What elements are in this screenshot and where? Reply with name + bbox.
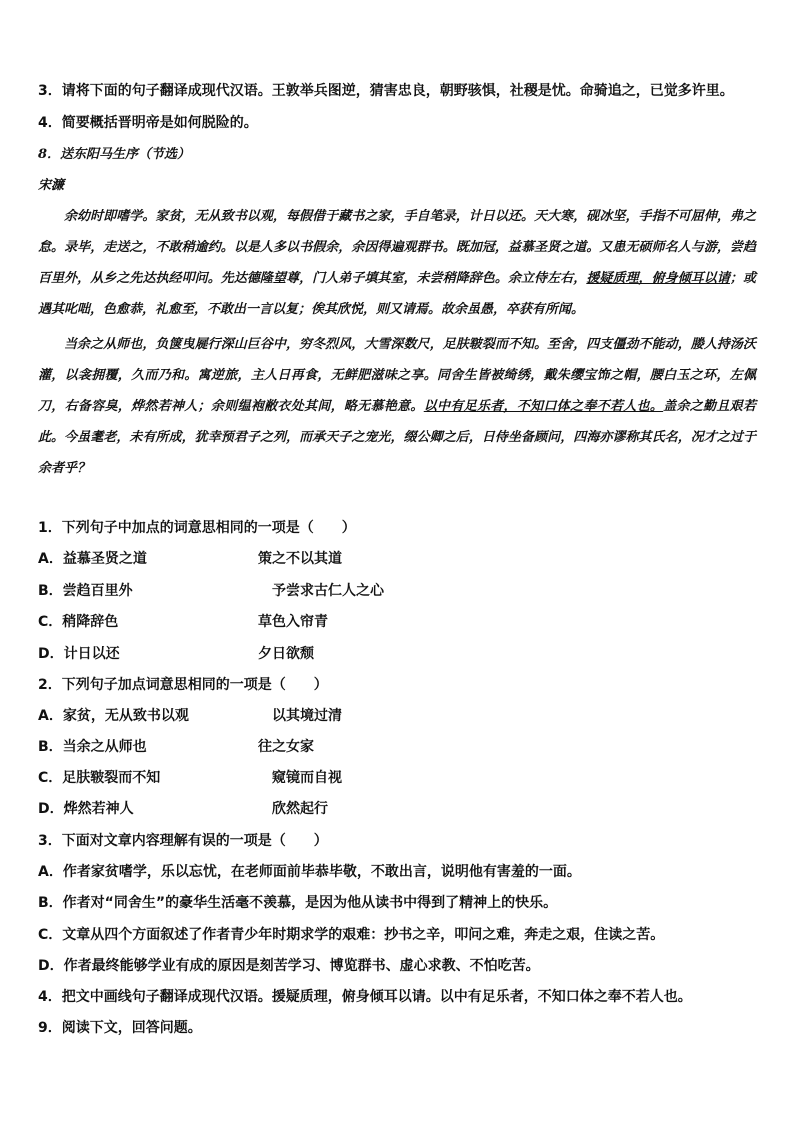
- question-summary: 4．简要概括晋明帝是如何脱险的。: [38, 115, 258, 131]
- author: 宋濂: [38, 178, 65, 193]
- q3-option-a: A．作者家贫嗜学，乐以忘忧，在老师面前毕恭毕敬，不敢出言，说明他有害羞的一面。: [38, 864, 581, 880]
- passage-paragraph-1: 余幼时即嗜学。家贫，无从致书以观，每假借于藏书之家，手自笔录，计日以还。天大寒，砚冰坚，手指不可屈伸，弗之怠。录毕，走送之，不敢稍逾约。以是人多以书假余，余因得遍观群书。既加冠，益慕圣贤之道。又患无硕师名人与游，尝趋百里外，从乡之先达执经叩问。先达德隆望尊，门人弟子填其室，未尝稍降辞色。余立侍左右，援疑质理，俯身倾耳以请；或遇其叱咄，色愈恭，礼愈至，不敢出一言以复；俟其欣悦，则又请焉。故余虽愚，卒获有所闻。: [38, 209, 756, 317]
- q3-option-d: D．作者最终能够学业有成的原因是刻苦学习、博览群书、虚心求教、不怕吃苦。: [38, 958, 540, 974]
- q3-option-b: B．作者对“同舍生”的豪华生活毫不羡慕，是因为他从读书中得到了精神上的快乐。: [38, 895, 558, 911]
- q3-stem: 3．下面对文章内容理解有误的一项是（ ）: [38, 833, 328, 849]
- passage: [38, 201, 756, 484]
- underlined-sentence-1: 援疑质理，俯身倾耳以请: [586, 271, 730, 286]
- section9-title: 9．阅读下文，回答问题。: [38, 1020, 202, 1036]
- passage-paragraph-2: 当余之从师也，负箧曳屣行深山巨谷中，穷冬烈风，大雪深数尺，足肤皲裂而不知。至舍，四支僵劲不能动，媵人持汤沃灌，以衾拥覆，久而乃和。寓逆旅，主人日再食，无鲜肥滋味之享。同舍生皆被绮绣，戴朱缨宝饰之帽，腰白玉之环，左佩刀，右备容臭，烨然若神人；余则缊袍敝衣处其间，略无慕艳意。以中有足乐者，不知口体之奉不若人也。盖余之勤且艰若此。今虽耄老，未有所成，犹幸预君子之列，而承天子之宠光，缀公卿之后，日侍坐备顾问，四海亦谬称其氏名，况才之过于余者乎？: [38, 337, 756, 476]
- q4-translate: 4．把文中画线句子翻译成现代汉语。援疑质理，俯身倾耳以请。以中有足乐者，不知口体之奉不若人也。: [38, 989, 692, 1005]
- section-title: 8．送东阳马生序（节选）: [38, 147, 191, 162]
- question-translate: 3．请将下面的句子翻译成现代汉语。王敦举兵图逆，猜害忠良，朝野骇惧，社稷是忧。命骑追之，已觉多许里。: [38, 83, 734, 99]
- underlined-sentence-2: 以中有足乐者，不知口体之奉不若人也。: [423, 399, 664, 414]
- q1-stem: 1．下列句子中加点的词意思相同的一项是（ ）: [38, 520, 356, 536]
- q3-option-c: C．文章从四个方面叙述了作者青少年时期求学的艰难：抄书之辛，叩问之难，奔走之艰，住读之苦。: [38, 927, 665, 943]
- document-page: 3．请将下面的句子翻译成现代汉语。王敦举兵图逆，猜害忠良，朝野骇惧，社稷是忧。命骑追之，已觉多许里。 4．简要概括晋明帝是如何脱险的。 8．送东阳马生序（节选） 宋濂 余幼时即嗜学。家贫，无从致书以观，每假借于藏书之家，手自笔录，计日以还。天大寒，砚冰坚，手指不可屈伸，弗之怠。录毕，走送之，不敢稍逾约。以是人多以书假余，余因得遍观群书。既加冠，益慕圣贤之道。又患无硕师名人与游，尝趋百里外，从乡之先达执经叩问。先达德隆望尊，门人弟子填其室，未尝稍降辞色。余立侍左右，援疑质理，俯身倾耳以请；或遇其叱咄，色愈恭，礼愈至，不敢出一言以复；俟其欣悦，则又请焉。故余虽愚，卒获有所闻。 当余之从师也，负箧曳屣行深山巨谷中，穷冬烈风，大雪深数尺，足肤皲裂而不知。至舍，四支僵劲不能动，媵人持汤沃灌，以衾拥覆，久而乃和。寓逆旅，主人日再食，无鲜肥滋味之享。同舍生皆被绮绣，戴朱缨宝饰之帽，腰白玉之环，左佩刀，右备容臭，烨然若神人；余则缊袍敝衣处其间，略无慕艳意。以中有足乐者，不知口体之奉不若人也。盖余之勤且艰若此。今虽耄老，未有所成，犹幸预君子之列，而承天子之宠光，缀公卿之后，日侍坐备顾问，四海亦谬称其氏名，况才之过于余者乎？ 1．下列句子中加点的词意思相同的一项是（ ） A．益慕圣贤之道 策之不以其道 B．尝趋百里外 予尝求古仁人之心 C．稍降辞色 草色入帘青 D．计日以还 夕日欲颓 2．下列句子加点词意思相同的一项是（ ） A．家贫，无从致书以观 以其境过清 B．当余之从师也 往之女家 C．足肤皲裂而不知 窥镜而自视 D．烨然若神人 欣然起行 3．下面对文章内容理解有误的一项是（ ） A．作者家贫嗜学，乐以忘忧，在老师面前毕恭毕敬，不敢出言，说明他有害羞的一面。 B．作者对“同舍生”的豪华生活毫不羡慕，是因为他从读书中得到了精神上的快乐。 C．文章从四个方面叙述了作者青少年时期求学的艰难：抄书之辛，叩问之难，奔走之艰，住读之苦。 D．作者最终能够学业有成的原因是刻苦学习、博览群书、虚心求教、不怕吃苦。 4．把文中画线句子翻译成现代汉语。援疑质理，俯身倾耳以请。以中有足乐者，不知口体之奉不若人也。 9．阅读下文，回答问题。: [38, 83, 756, 1036]
- q2-stem: 2．下列句子加点词意思相同的一项是（ ）: [38, 677, 328, 693]
